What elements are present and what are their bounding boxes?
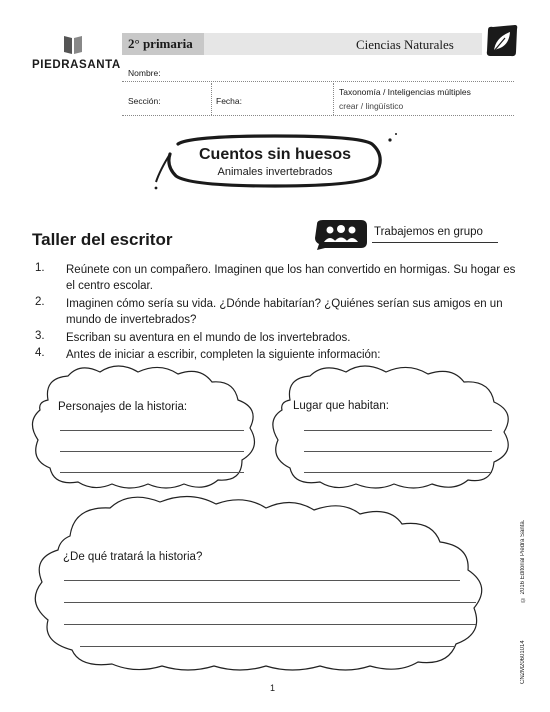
writing-line[interactable] xyxy=(64,624,476,625)
step-text: Antes de iniciar a escribir, completen la siguiente información: xyxy=(66,349,381,361)
place-label: Lugar que habitan: xyxy=(293,400,389,412)
writing-line[interactable] xyxy=(60,430,244,431)
writing-line[interactable] xyxy=(60,472,244,473)
book-logo-icon xyxy=(62,33,84,55)
group-work-icon xyxy=(313,220,367,250)
step-text: Imaginen cómo sería su vida. ¿Dónde habitarían? ¿Quiénes serían sus amigos en un mundo de invertebrados? xyxy=(66,298,503,326)
page-subtitle: Animales invertebrados xyxy=(217,166,333,178)
story-cloud xyxy=(30,494,510,674)
grade-label: 2° primaria xyxy=(128,36,193,51)
step-text: Reúnete con un compañero. Imaginen que los han convertido en hormigas. Su hogar es el centro escolar. xyxy=(66,264,516,292)
group-work-label: Trabajemos en grupo xyxy=(374,226,483,238)
step-number: 3. xyxy=(35,330,45,342)
page-number: 1 xyxy=(270,683,276,693)
writing-line[interactable] xyxy=(304,451,492,452)
date-label: Fecha: xyxy=(216,96,242,106)
header-bottom-line xyxy=(122,115,514,116)
section-heading: Taller del escritor xyxy=(32,230,173,249)
writing-line[interactable] xyxy=(304,430,492,431)
section-label: Sección: xyxy=(128,96,161,106)
name-line[interactable] xyxy=(122,81,514,82)
writing-line[interactable] xyxy=(80,646,454,647)
writing-line[interactable] xyxy=(64,602,476,603)
story-label: ¿De qué tratará la historia? xyxy=(63,551,203,563)
writing-line[interactable] xyxy=(64,580,460,581)
leaf-icon xyxy=(485,24,519,58)
divider xyxy=(333,83,334,115)
characters-label: Personajes de la historia: xyxy=(58,401,188,413)
writing-line[interactable] xyxy=(304,472,492,473)
step-number: 4. xyxy=(35,347,45,359)
subject-label: Ciencias Naturales xyxy=(356,37,454,52)
page-code: CN2M20601014 xyxy=(520,640,526,684)
publisher-logo: PIEDRASANTA xyxy=(32,59,121,71)
step-number: 1. xyxy=(35,262,45,274)
copyright-text: © 2016 Editorial Piedra Santa. xyxy=(520,519,526,602)
group-underline xyxy=(372,242,498,243)
step-number: 2. xyxy=(35,296,45,308)
name-label: Nombre: xyxy=(128,68,161,78)
divider xyxy=(211,83,212,115)
taxonomy-label: Taxonomía / Inteligencias múltiples xyxy=(339,87,471,97)
step-text: Escriban su aventura en el mundo de los invertebrados. xyxy=(66,332,351,344)
page-title: Cuentos sin huesos xyxy=(198,146,352,163)
taxonomy-value: crear / lingüístico xyxy=(339,101,404,111)
writing-line[interactable] xyxy=(60,451,244,452)
